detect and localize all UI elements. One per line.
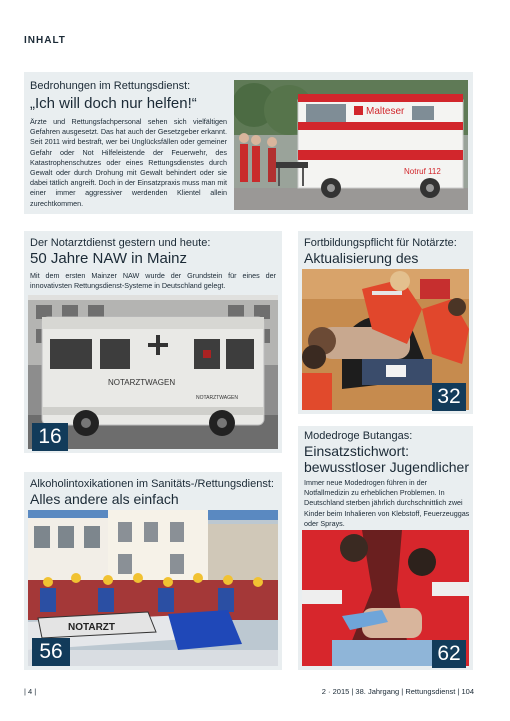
article-text-column — [30, 237, 276, 291]
article-title[interactable]: „Ich will doch nur helfen!“ — [30, 95, 197, 112]
article-kicker: Fortbildungspflicht für Notärzte: — [304, 237, 457, 249]
article-title[interactable]: Alles andere als einfach — [30, 491, 179, 507]
van-rear-lettering: NOTARZTWAGEN — [196, 395, 238, 401]
article-card-naw-mainz[interactable] — [24, 231, 282, 453]
page-number-badge: 32 — [432, 383, 466, 411]
section-header: INHALT — [24, 35, 66, 46]
article-text-column — [304, 430, 470, 529]
footer-page-number: | 4 | — [24, 687, 37, 696]
article-teaser: Mit dem ersten Mainzer NAW wurde der Grundstein für eines der innovativsten Rettungsdienst-Systeme in Deutschland gelegt. — [30, 271, 276, 291]
article-title[interactable]: Einsatzstichwort: bewusstloser Jugendlicher — [304, 443, 469, 475]
article-kicker: Bedrohungen im Rettungsdienst: — [30, 80, 191, 92]
article-card-bedrohungen[interactable] — [24, 72, 473, 214]
article-title[interactable]: 50 Jahre NAW in Mainz — [30, 250, 188, 267]
emergency-plate-text: Notruf 112 — [404, 167, 441, 176]
footer-issue-info: 2 · 2015 | 38. Jahrgang | Rettungsdienst | 104 — [321, 687, 474, 696]
roof-sign-text: NOTARZT — [68, 622, 116, 633]
page-number-badge: 56 — [32, 638, 70, 666]
article-title[interactable]: Aktualisierung des — [304, 250, 419, 266]
page-number-badge: 62 — [432, 640, 466, 668]
article-text-column — [30, 80, 227, 209]
article-card-fortbildungspflicht[interactable] — [298, 231, 473, 414]
malteser-logo-text: Malteser — [366, 106, 405, 117]
article-teaser: Immer neue Modedrogen führen in der Notfallmedizin zu erheblichen Problemen. In Deutschland sterben jährlich durchschnittlich zwei Kinder beim Inhalieren von Klebstoff, Feuerzeuggas oder Sprays. — [304, 478, 470, 528]
article-teaser: Ärzte und Rettungsfachpersonal sehen sich vielfältigen Gefahren ausgesetzt. Das hat auch der Gesetzgeber erkannt. Seit 2011 wird bestraft, wer bei Unglücksfällen oder gemeiner Gefahr oder Not Hilfeleistende der Feuerwehr, des Katastrophenschutzes oder eines Rettungsdienstes durch Gewalt oder durch Drohung mit Gewalt behindert oder sie dabei tätlich angreift. Doch in der Einsatzpraxis muss man mit einer immer aggressiver werdenden Klientel allein zurechtkommen. — [30, 117, 227, 208]
article-text-column — [30, 478, 280, 507]
article-photo-ambulance — [234, 80, 468, 210]
article-card-alkoholintoxikationen[interactable] — [24, 472, 282, 670]
article-kicker: Modedroge Butangas: — [304, 430, 413, 442]
article-kicker: Der Notarztdienst gestern und heute: — [30, 237, 211, 249]
van-side-lettering: NOTARZTWAGEN — [108, 378, 176, 387]
page-number-badge: 16 — [32, 423, 68, 451]
article-card-butangas[interactable] — [298, 426, 473, 670]
article-kicker: Alkoholintoxikationen im Sanitäts-/Rettungsdienst: — [30, 478, 274, 490]
